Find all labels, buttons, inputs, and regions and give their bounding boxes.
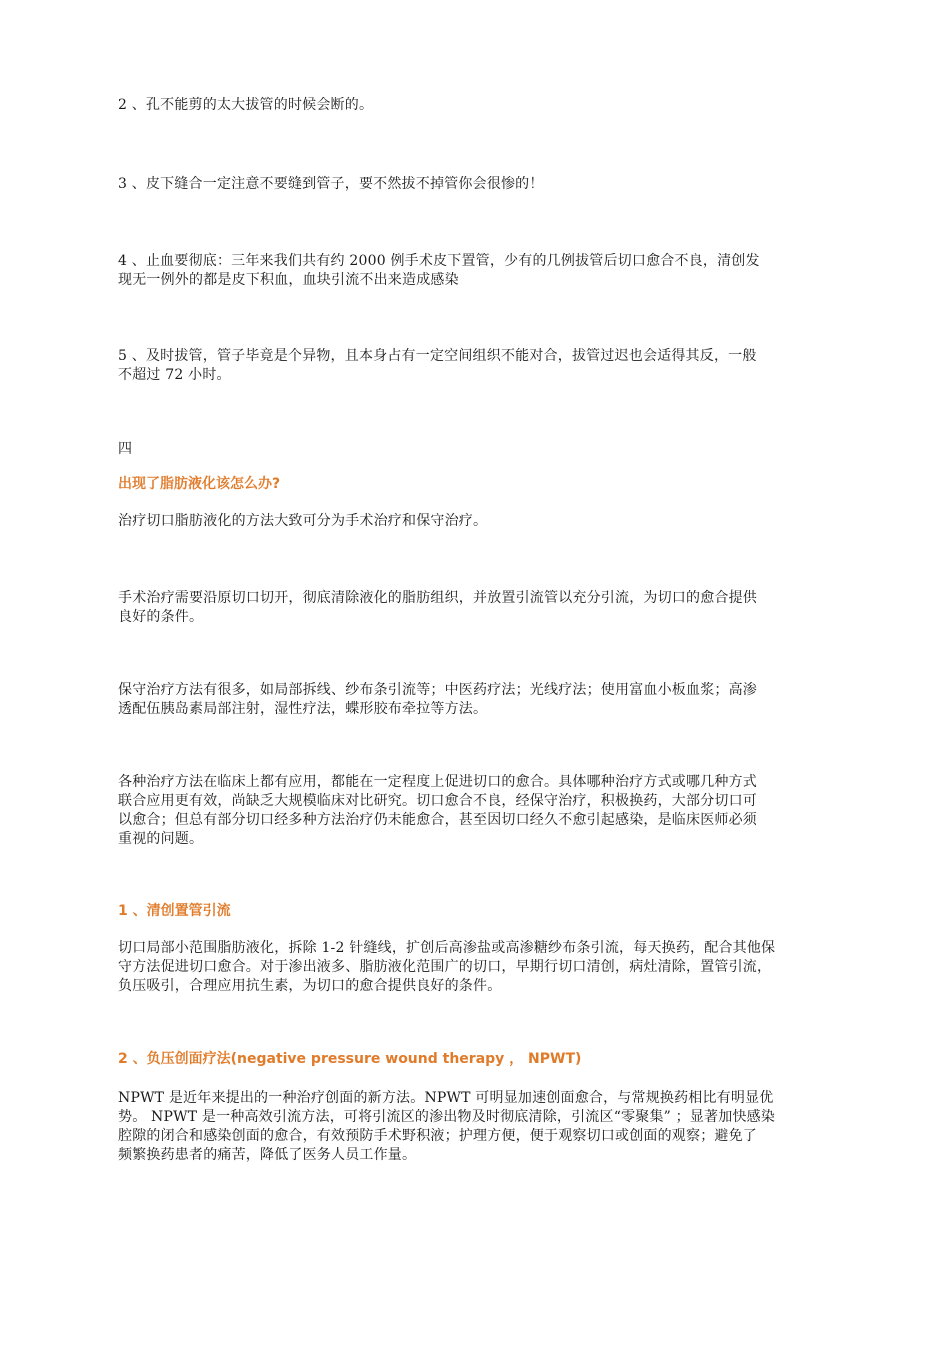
- subsection-heading-2: 2 、负压创面疗法(negative pressure wound therapy ， NPWT): [118, 1051, 582, 1067]
- paragraph-line: 腔隙的闭合和感染创面的愈合，有效预防手术野积液；护理方便，便于观察切口或创面的观察；避免了: [118, 1128, 757, 1144]
- paragraph-line: 手术治疗需要沿原切口切开，彻底清除液化的脂肪组织，并放置引流管以充分引流，为切口的愈合提供: [118, 590, 757, 606]
- paragraph-line: 守方法促进切口愈合。对于渗出液多、脂肪液化范围广的切口，早期行切口清创，病灶清除，置管引流，: [118, 959, 772, 975]
- paragraph-line: 各种治疗方法在临床上都有应用，都能在一定程度上促进切口的愈合。具体哪种治疗方式或哪几种方式: [118, 774, 757, 790]
- paragraph-line: 联合应用更有效，尚缺乏大规模临床对比研究。切口愈合不良，经保守治疗，积极换药，大部分切口可: [118, 793, 757, 809]
- paragraph-item-2: 2 、孔不能剪的太大拔管的时候会断的。: [118, 97, 374, 113]
- paragraph-line: 以愈合；但总有部分切口经多种方法治疗仍未能愈合，甚至因切口经久不愈引起感染，是临床医师必须: [118, 812, 757, 828]
- paragraph-line: 重视的问题。: [118, 831, 204, 847]
- paragraph-item-5: [118, 347, 828, 385]
- paragraph-line: 现无一例外的都是皮下积血，血块引流不出来造成感染: [118, 272, 459, 288]
- conservative-treatment-paragraph: [118, 681, 828, 719]
- paragraph-line: 势。 NPWT 是一种高效引流方法，可将引流区的渗出物及时彻底清除，引流区“零聚集” ；显著加快感染: [118, 1109, 776, 1125]
- paragraph-line: 良好的条件。: [118, 609, 204, 625]
- paragraph-line: 保守治疗方法有很多，如局部拆线、纱布条引流等；中医药疗法；光线疗法；使用富血小板血浆；高渗: [118, 682, 757, 698]
- section-heading: 出现了脂肪液化该怎么办?: [118, 476, 281, 492]
- subsection-1-paragraph: [118, 939, 828, 996]
- subsection-heading-1: 1 、清创置管引流: [118, 903, 231, 919]
- paragraph-line: 不超过 72 小时。: [118, 367, 231, 383]
- section-number: 四: [118, 441, 133, 457]
- paragraph-line: 频繁换药患者的痛苦，降低了医务人员工作量。: [118, 1147, 417, 1163]
- paragraph-line: 负压吸引，合理应用抗生素，为切口的愈合提供良好的条件。: [118, 978, 502, 994]
- intro-paragraph: 治疗切口脂肪液化的方法大致可分为手术治疗和保守治疗。: [118, 513, 488, 529]
- subsection-2-paragraph: [118, 1089, 828, 1165]
- paragraph-item-4: [118, 252, 828, 290]
- summary-paragraph: [118, 773, 828, 849]
- paragraph-item-3: 3 、皮下缝合一定注意不要缝到管子，要不然拔不掉管你会很惨的！: [118, 176, 544, 192]
- surgical-treatment-paragraph: [118, 589, 828, 627]
- paragraph-line: 透配伍胰岛素局部注射，湿性疗法，蝶形胶布牵拉等方法。: [118, 701, 488, 717]
- paragraph-line: 切口局部小范围脂肪液化，拆除 1-2 针缝线，扩创后高渗盐或高渗糖纱布条引流，每天换药，配合其他保: [118, 940, 776, 956]
- paragraph-line: 5 、及时拔管，管子毕竟是个异物，且本身占有一定空间组织不能对合，拔管过迟也会适得其反，一般: [118, 348, 757, 364]
- paragraph-line: NPWT 是近年来提出的一种治疗创面的新方法。NPWT 可明显加速创面愈合，与常规换药相比有明显优: [118, 1090, 774, 1106]
- paragraph-line: 4 、止血要彻底：三年来我们共有约 2000 例手术皮下置管，少有的几例拔管后切口愈合不良，清创发: [118, 253, 760, 269]
